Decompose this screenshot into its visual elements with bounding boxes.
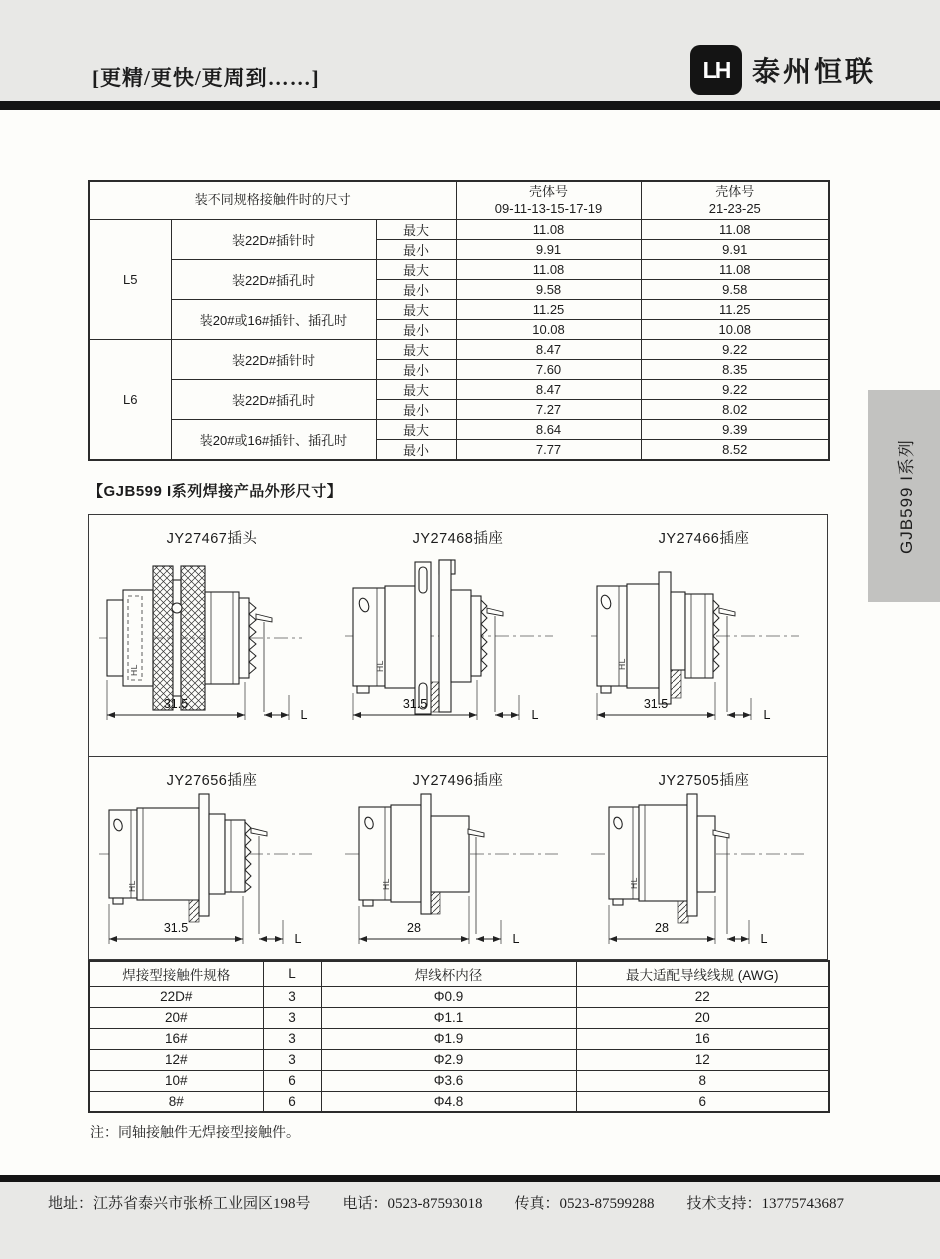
minmax-cell: 最小	[376, 399, 456, 419]
top-divider-bar	[0, 101, 940, 110]
value-cell: 11.08	[641, 259, 829, 279]
table-row	[89, 1028, 829, 1049]
value-cell: 9.91	[456, 239, 641, 259]
footer-phone: 电话：0523-87593018	[342, 1196, 483, 1212]
table-row	[89, 259, 829, 279]
minmax-cell: 最大	[376, 219, 456, 239]
spec-cell: 22D#	[89, 986, 263, 1007]
l-cell: 3	[263, 1028, 321, 1049]
drawing-title: JY27466插座	[658, 531, 750, 547]
outline-drawings-panel	[88, 514, 828, 960]
value-cell: 8.47	[456, 379, 641, 399]
value-cell: 11.25	[641, 299, 829, 319]
awg-cell: 8	[576, 1070, 829, 1091]
desc-cell: 装22D#插针时	[171, 219, 376, 259]
hl-mark: HL	[628, 877, 639, 889]
value-cell: 9.22	[641, 339, 829, 359]
value-cell: 9.39	[641, 419, 829, 439]
value-cell: 8.47	[456, 339, 641, 359]
desc-cell: 装20#或16#插针、插孔时	[171, 419, 376, 460]
l-cell: 3	[263, 1007, 321, 1028]
desc-cell: 装22D#插孔时	[171, 379, 376, 419]
awg-cell: 12	[576, 1049, 829, 1070]
hl-mark: HL	[126, 880, 137, 892]
shell-a-line1: 壳体号	[529, 183, 569, 199]
header-shell-a	[456, 181, 641, 219]
header-slogan: [更精/更快/更周到……]	[92, 66, 320, 90]
spec-cell: 8#	[89, 1091, 263, 1112]
drawing-cell-jy27496	[335, 757, 581, 959]
value-cell: 8.64	[456, 419, 641, 439]
spec-cell: 10#	[89, 1070, 263, 1091]
minmax-cell: 最小	[376, 359, 456, 379]
drawing-jy27466-receptacle	[589, 550, 819, 740]
value-cell: 7.60	[456, 359, 641, 379]
value-cell: 8.52	[641, 439, 829, 460]
minmax-cell: 最大	[376, 299, 456, 319]
cup-cell: Φ4.8	[321, 1091, 576, 1112]
desc-cell: 装20#或16#插针、插孔时	[171, 299, 376, 339]
contact-dimension-table	[88, 180, 830, 461]
drawings-row-1	[89, 515, 827, 757]
drawings-row-2	[89, 757, 827, 959]
drawing-cell-jy27656	[89, 757, 335, 959]
table-row	[89, 219, 829, 239]
hl-mark: HL	[128, 664, 139, 676]
dim-l-label: L	[763, 708, 771, 722]
drawing-jy27468-receptacle	[343, 550, 573, 740]
drawing-title: JY27496插座	[412, 773, 504, 789]
desc-cell: 装22D#插孔时	[171, 259, 376, 299]
value-cell: 9.22	[641, 379, 829, 399]
footer-contact-info	[48, 1192, 844, 1213]
spec-cell: 16#	[89, 1028, 263, 1049]
table-row	[89, 1049, 829, 1070]
value-cell: 7.77	[456, 439, 641, 460]
minmax-cell: 最大	[376, 259, 456, 279]
header-awg: 最大适配导线线规 (AWG)	[576, 961, 829, 986]
drawing-jy27496-receptacle	[343, 792, 573, 957]
weld-contact-table	[88, 960, 830, 1113]
minmax-cell: 最小	[376, 439, 456, 460]
value-cell: 11.08	[456, 259, 641, 279]
dim-l-label: L	[294, 932, 302, 946]
dim-l-label: L	[760, 932, 768, 946]
awg-cell: 16	[576, 1028, 829, 1049]
header-spec: 焊接型接触件规格	[89, 961, 263, 986]
table-header-row	[89, 181, 829, 219]
value-cell: 11.08	[641, 219, 829, 239]
footer-support: 技术支持：13775743687	[686, 1196, 845, 1212]
drawing-title: JY27505插座	[658, 773, 750, 789]
table-row	[89, 1070, 829, 1091]
bottom-divider-bar	[0, 1175, 940, 1182]
awg-cell: 6	[576, 1091, 829, 1112]
value-cell: 8.35	[641, 359, 829, 379]
hl-mark: HL	[616, 658, 627, 670]
spec-cell: 12#	[89, 1049, 263, 1070]
footer-address: 地址：江苏省泰兴市张桥工业园区198号	[48, 1196, 311, 1212]
value-cell: 10.08	[641, 319, 829, 339]
table-row	[89, 379, 829, 399]
header-cup-diameter: 焊线杯内径	[321, 961, 576, 986]
header-l: L	[263, 961, 321, 986]
brand-name: 泰州恒联	[751, 56, 876, 87]
value-cell: 7.27	[456, 399, 641, 419]
value-cell: 9.58	[456, 279, 641, 299]
drawing-jy27467-plug	[97, 550, 327, 740]
header-dims: 装不同规格接触件时的尺寸	[89, 181, 456, 219]
table-row	[89, 1091, 829, 1112]
company-logo	[690, 45, 876, 95]
spec-cell: 20#	[89, 1007, 263, 1028]
shell-b-line2: 21-23-25	[708, 201, 761, 217]
dim-value: 28	[407, 921, 421, 935]
table-row	[89, 419, 829, 439]
dim-value: 31.5	[643, 697, 669, 711]
awg-cell: 22	[576, 986, 829, 1007]
minmax-cell: 最小	[376, 239, 456, 259]
minmax-cell: 最大	[376, 419, 456, 439]
dim-value: 31.5	[163, 697, 189, 711]
awg-cell: 20	[576, 1007, 829, 1028]
drawing-title: JY27468插座	[412, 531, 504, 547]
dim-l-label: L	[531, 708, 539, 722]
value-cell: 9.91	[641, 239, 829, 259]
shell-a-line2: 09-11-13-15-17-19	[494, 201, 603, 217]
footer-fax: 传真：0523-87599288	[514, 1196, 655, 1212]
value-cell: 9.58	[641, 279, 829, 299]
drawing-title: JY27467插头	[166, 531, 258, 547]
l-cell: 3	[263, 1049, 321, 1070]
value-cell: 11.25	[456, 299, 641, 319]
drawing-jy27505-receptacle	[589, 792, 819, 957]
minmax-cell: 最小	[376, 319, 456, 339]
hl-mark: HL	[374, 660, 385, 672]
l-cell: 3	[263, 986, 321, 1007]
cup-cell: Φ1.9	[321, 1028, 576, 1049]
drawing-cell-jy27468	[335, 515, 581, 756]
cup-cell: Φ2.9	[321, 1049, 576, 1070]
hl-mark: HL	[380, 878, 391, 890]
drawing-cell-jy27505	[581, 757, 827, 959]
dim-l-label: L	[512, 932, 520, 946]
dim-value: 28	[655, 921, 669, 935]
section-title: 【GJB599 I系列焊接产品外形尺寸】	[88, 483, 343, 500]
drawing-title: JY27656插座	[166, 773, 258, 789]
dim-value: 31.5	[163, 921, 189, 935]
series-side-tab	[868, 390, 940, 602]
cup-cell: Φ0.9	[321, 986, 576, 1007]
footnote: 注：同轴接触件无焊接型接触件。	[90, 1124, 300, 1140]
table-row	[89, 1007, 829, 1028]
dim-value: 31.5	[402, 697, 428, 711]
logo-lh-icon: LH	[690, 45, 742, 95]
cup-cell: Φ1.1	[321, 1007, 576, 1028]
table-row	[89, 986, 829, 1007]
group-label-l6: L6	[89, 339, 171, 460]
group-label-l5: L5	[89, 219, 171, 339]
series-side-tab-label: GJB599 I系列	[896, 438, 916, 554]
value-cell: 8.02	[641, 399, 829, 419]
drawing-cell-jy27466	[581, 515, 827, 756]
l-cell: 6	[263, 1070, 321, 1091]
drawing-jy27656-receptacle	[97, 792, 327, 957]
minmax-cell: 最大	[376, 339, 456, 359]
shell-b-line1: 壳体号	[715, 183, 755, 199]
value-cell: 11.08	[456, 219, 641, 239]
table-row	[89, 339, 829, 359]
desc-cell: 装22D#插针时	[171, 339, 376, 379]
dim-l-label: L	[300, 708, 308, 722]
table-header-row	[89, 961, 829, 986]
l-cell: 6	[263, 1091, 321, 1112]
minmax-cell: 最大	[376, 379, 456, 399]
header-shell-b	[641, 181, 829, 219]
value-cell: 10.08	[456, 319, 641, 339]
minmax-cell: 最小	[376, 279, 456, 299]
table-row	[89, 299, 829, 319]
cup-cell: Φ3.6	[321, 1070, 576, 1091]
drawing-cell-jy27467	[89, 515, 335, 756]
